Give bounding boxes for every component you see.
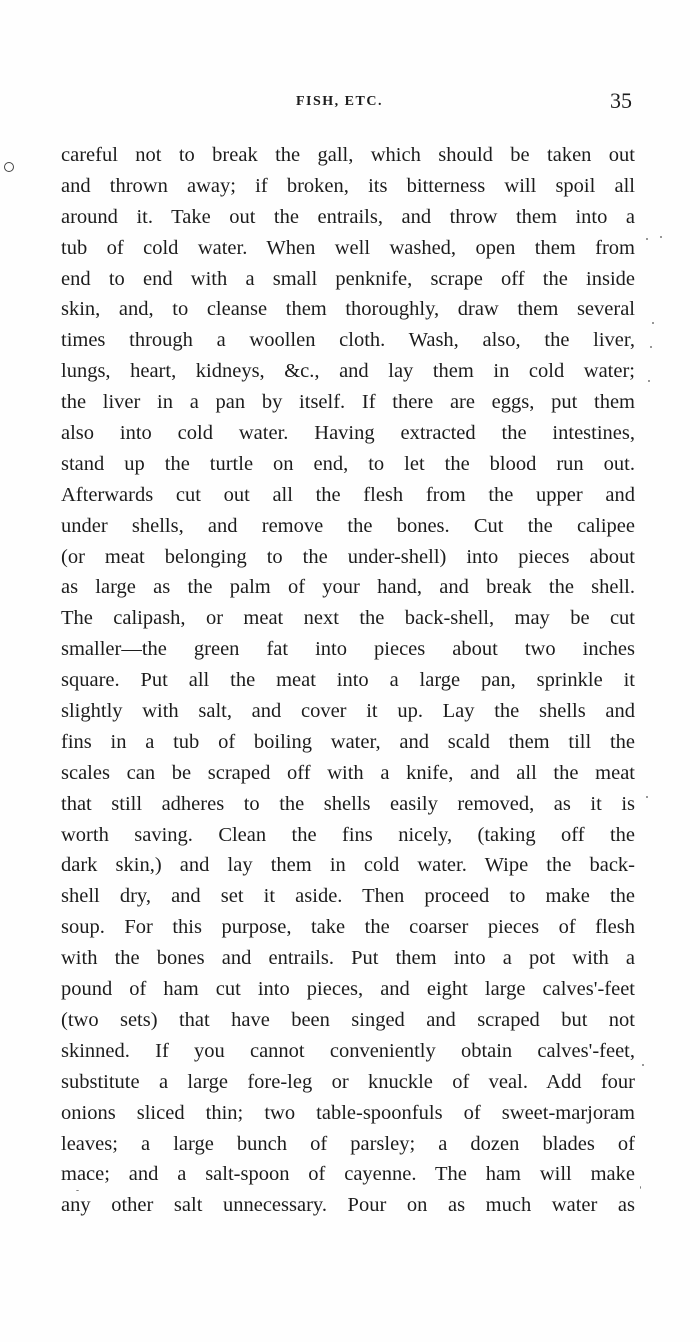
body-text — [61, 140, 635, 1221]
text-line: tub of cold water. When well washed, open them from — [61, 236, 635, 259]
print-speck — [648, 380, 650, 382]
running-head — [0, 90, 700, 114]
text-line: smaller—the green fat into pieces about two inches — [61, 638, 635, 661]
text-line: dark skin,) and lay them in cold water. Wipe the back- — [61, 854, 635, 877]
text-line: also into cold water. Having extracted the intestines, — [61, 422, 635, 445]
text-line: stand up the turtle on end, to let the blood run out. — [61, 452, 635, 475]
text-line: fins in a tub of boiling water, and scald them till the — [61, 730, 635, 753]
print-speck — [642, 1064, 644, 1066]
text-line: substitute a large fore-leg or knuckle of veal. Add four — [61, 1070, 635, 1093]
text-line: (two sets) that have been singed and scraped but not — [61, 1008, 635, 1031]
text-line: the liver in a pan by itself. If there are eggs, put them — [61, 391, 635, 414]
text-line: Afterwards cut out all the flesh from the upper and — [61, 483, 635, 506]
text-line: any other salt unnecessary. Pour on as much water as — [61, 1194, 635, 1217]
print-speck — [650, 346, 652, 348]
text-line: slightly with salt, and cover it up. Lay the shells and — [61, 700, 635, 723]
text-line: soup. For this purpose, take the coarser pieces of flesh — [61, 916, 635, 939]
text-line: onions sliced thin; two table-spoonfuls of sweet-marjoram — [61, 1101, 635, 1124]
text-line: (or meat belonging to the under-shell) into pieces about — [61, 545, 635, 568]
margin-ring-mark — [4, 162, 14, 172]
text-line: lungs, heart, kidneys, &c., and lay them in cold water; — [61, 360, 635, 383]
text-line: shell dry, and set it aside. Then proceed to make the — [61, 885, 635, 908]
text-line: end to end with a small penknife, scrape off the inside — [61, 267, 635, 290]
print-speck — [646, 796, 648, 798]
print-speck — [640, 1186, 641, 1189]
text-line: times through a woollen cloth. Wash, also, the liver, — [61, 329, 635, 352]
text-line: that still adheres to the shells easily removed, as it is — [61, 792, 635, 815]
print-speck — [652, 322, 654, 324]
text-line: with the bones and entrails. Put them into a pot with a — [61, 947, 635, 970]
text-line: square. Put all the meat into a large pan, sprinkle it — [61, 669, 635, 692]
text-line: skinned. If you cannot conveniently obtain calves'-feet, — [61, 1039, 635, 1062]
text-line: as large as the palm of your hand, and break the shell. — [61, 576, 635, 599]
text-line: The calipash, or meat next the back-shell, may be cut — [61, 607, 635, 630]
text-line: careful not to break the gall, which should be taken out — [61, 144, 635, 166]
section-title: FISH, ETC. — [296, 94, 383, 109]
text-line: and thrown away; if broken, its bitterness will spoil all — [61, 174, 635, 197]
print-speck — [76, 1190, 79, 1191]
text-line: skin, and, to cleanse them thoroughly, draw them several — [61, 298, 635, 321]
text-line: mace; and a salt-spoon of cayenne. The ham will make — [61, 1163, 635, 1186]
text-line: under shells, and remove the bones. Cut the calipee — [61, 514, 635, 537]
print-speck — [660, 236, 662, 238]
text-line: around it. Take out the entrails, and throw them into a — [61, 205, 635, 228]
text-line: worth saving. Clean the fins nicely, (taking off the — [61, 823, 635, 846]
text-line: scales can be scraped off with a knife, and all the meat — [61, 761, 635, 784]
page-number: 35 — [610, 88, 632, 113]
text-line: leaves; a large bunch of parsley; a dozen blades of — [61, 1132, 635, 1155]
text-line: pound of ham cut into pieces, and eight large calves'-feet — [61, 978, 635, 1001]
print-speck — [646, 238, 648, 240]
